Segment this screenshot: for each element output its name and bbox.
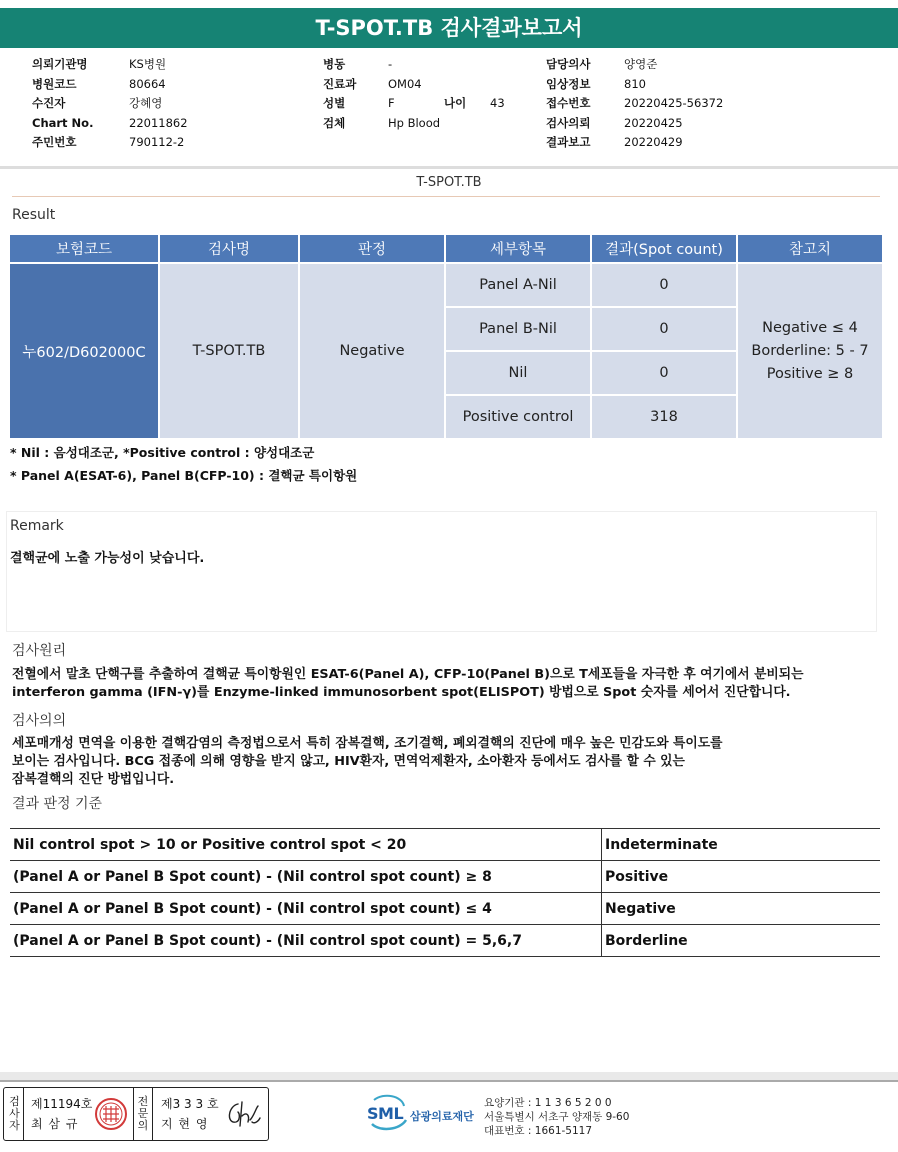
info-value: Hp Blood — [388, 115, 441, 130]
spot-count-cell: 0 — [592, 308, 736, 350]
judgement-cell: Negative — [300, 264, 444, 438]
table-row — [10, 264, 882, 306]
specialist-label — [133, 1088, 153, 1140]
spot-count-cell: 0 — [592, 264, 736, 306]
info-value: 20220429 — [624, 135, 683, 149]
footnote: * Nil : 음성대조군, *Positive control : 양성대조군 — [10, 445, 315, 460]
criteria-result: Indeterminate — [605, 837, 718, 853]
detail-item-cell: Nil — [446, 352, 590, 394]
result-table — [8, 233, 884, 440]
info-label: 접수번호 — [546, 96, 591, 110]
info-value: 강혜영 — [129, 96, 163, 110]
signature-icon — [224, 1098, 264, 1132]
official-seal-icon — [94, 1097, 128, 1131]
reference-line: Borderline: 5 - 7 — [751, 342, 869, 359]
info-label: 주민번호 — [32, 135, 77, 149]
column-header: 판정 — [300, 235, 444, 262]
remark-box — [6, 511, 877, 632]
criteria-result: Negative — [605, 901, 676, 917]
principle-text — [12, 666, 884, 702]
info-label: 검사의뢰 — [546, 115, 591, 130]
criteria-condition: (Panel A or Panel B Spot count) - (Nil control spot count) ≥ 8 — [10, 861, 602, 892]
test-name-cell: T-SPOT.TB — [160, 264, 298, 438]
vertical-char: 전 — [137, 1095, 149, 1108]
criteria-condition: Nil control spot > 10 or Positive control spot < 20 — [10, 829, 602, 860]
age-label: 나이 — [444, 96, 467, 110]
specialist-name: 지 현 영 — [161, 1117, 209, 1131]
detail-item-cell: Positive control — [446, 396, 590, 438]
info-label: 병동 — [323, 57, 346, 71]
specialist-info — [161, 1094, 219, 1134]
info-label: Chart No. — [32, 115, 94, 130]
tester-name: 최 삼 규 — [31, 1117, 79, 1131]
divider — [0, 1080, 898, 1082]
info-label: 임상정보 — [546, 76, 591, 91]
table-row — [10, 925, 880, 957]
remark-text: 결핵균에 노출 가능성이 낮습니다. — [10, 551, 205, 566]
info-value: 810 — [624, 76, 646, 91]
org-logo — [366, 1094, 410, 1132]
divider — [0, 166, 898, 169]
address-line: 요양기관 : 1 1 3 6 5 2 0 0 — [484, 1097, 612, 1109]
info-label: 병원코드 — [32, 76, 77, 91]
column-header: 검사명 — [160, 235, 298, 262]
criteria-condition: (Panel A or Panel B Spot count) - (Nil control spot count) = 5,6,7 — [10, 925, 602, 956]
tester-no: 제11194호 — [31, 1097, 93, 1111]
table-header-row — [10, 235, 882, 262]
info-value: F — [388, 96, 395, 110]
info-value: 22011862 — [129, 115, 188, 130]
section-title: T-SPOT.TB — [416, 175, 482, 190]
criteria-condition: (Panel A or Panel B Spot count) - (Nil control spot count) ≤ 4 — [10, 893, 602, 924]
paragraph-line: 보이는 검사입니다. BCG 접종에 의해 영향을 받지 않고, HIV환자, 면역억제환자, 소아환자 등에서도 검사를 할 수 있는 — [12, 754, 685, 769]
divider — [12, 196, 880, 197]
info-label: 성별 — [323, 96, 346, 110]
column-header: 결과(Spot count) — [592, 235, 736, 262]
signature-box — [3, 1087, 269, 1141]
info-value: OM04 — [388, 76, 422, 91]
specialist-no: 제3 3 3 호 — [161, 1097, 219, 1111]
address-line: 서울특별시 서초구 양재동 9-60 — [484, 1111, 630, 1123]
remark-title: Remark — [10, 518, 64, 534]
info-label: 검체 — [323, 115, 346, 130]
table-row — [10, 829, 880, 861]
criteria-table — [10, 828, 880, 957]
info-label: 결과보고 — [546, 135, 591, 149]
insurance-code-cell: 누602/D602000C — [10, 264, 158, 438]
address-line: 대표번호 : 1661-5117 — [484, 1125, 593, 1137]
paragraph-line: interferon gamma (IFN-γ)를 Enzyme-linked immunosorbent spot(ELISPOT) 방법으로 Spot 숫자를 세어서 진단합니다. — [12, 685, 791, 700]
paragraph-line: 세포매개성 면역을 이용한 결핵감염의 측정법으로서 특히 잠복결핵, 조기결핵, 폐외결핵의 진단에 매우 높은 민감도와 특이도를 — [12, 736, 723, 751]
criteria-result: Positive — [605, 869, 669, 885]
criteria-title: 결과 판정 기준 — [12, 796, 103, 812]
info-value: KS병원 — [129, 57, 167, 71]
spot-count-cell: 318 — [592, 396, 736, 438]
table-row — [10, 893, 880, 925]
paragraph-line: 잠복결핵의 진단 방법입니다. — [12, 772, 175, 787]
vertical-char: 검 — [9, 1095, 20, 1108]
info-label: 담당의사 — [546, 57, 591, 71]
result-label: Result — [12, 207, 56, 223]
vertical-char: 문 — [137, 1107, 149, 1120]
org-abbr: SML — [367, 1104, 404, 1123]
reference-cell — [738, 264, 882, 438]
org-name: 삼광의료재단 — [410, 1110, 474, 1123]
age-value: 43 — [490, 96, 505, 110]
report-title: T-SPOT.TB 검사결과보고서 — [0, 8, 898, 48]
info-label: 수진자 — [32, 96, 66, 110]
footnote: * Panel A(ESAT-6), Panel B(CFP-10) : 결핵균 특이항원 — [10, 468, 358, 483]
patient-info-col1 — [32, 55, 188, 153]
info-value: 80664 — [129, 76, 166, 91]
info-value: 20220425 — [624, 115, 683, 130]
patient-info-col3 — [546, 55, 723, 153]
vertical-char: 사 — [9, 1107, 20, 1120]
detail-item-cell: Panel B-Nil — [446, 308, 590, 350]
org-address — [484, 1096, 629, 1138]
criteria-result: Borderline — [605, 933, 688, 949]
column-header: 보험코드 — [10, 235, 158, 262]
divider — [0, 1072, 898, 1080]
spot-count-cell: 0 — [592, 352, 736, 394]
tester-info — [31, 1094, 92, 1134]
info-label: 진료과 — [323, 76, 357, 91]
table-row — [10, 861, 880, 893]
reference-line: Negative ≤ 4 — [762, 319, 858, 336]
info-value: 790112-2 — [129, 135, 185, 149]
tester-label — [6, 1088, 24, 1140]
patient-info-col2 — [323, 55, 505, 133]
detail-item-cell: Panel A-Nil — [446, 264, 590, 306]
reference-line: Positive ≥ 8 — [766, 365, 854, 382]
significance-text — [12, 735, 884, 789]
info-value: 20220425-56372 — [624, 96, 724, 110]
column-header: 참고치 — [738, 235, 882, 262]
principle-title: 검사원리 — [12, 643, 67, 659]
significance-title: 검사의의 — [12, 713, 67, 729]
vertical-char: 의 — [137, 1119, 149, 1132]
info-value: - — [388, 57, 393, 71]
paragraph-line: 전혈에서 말초 단핵구를 추출하여 결핵균 특이항원인 ESAT-6(Panel A), CFP-10(Panel B)으로 T세포들을 자극한 후 여기에서 분비되는 — [12, 667, 804, 682]
vertical-char: 자 — [9, 1119, 20, 1132]
info-label: 의뢰기관명 — [32, 57, 88, 71]
info-value: 양영준 — [624, 57, 658, 71]
column-header: 세부항목 — [446, 235, 590, 262]
